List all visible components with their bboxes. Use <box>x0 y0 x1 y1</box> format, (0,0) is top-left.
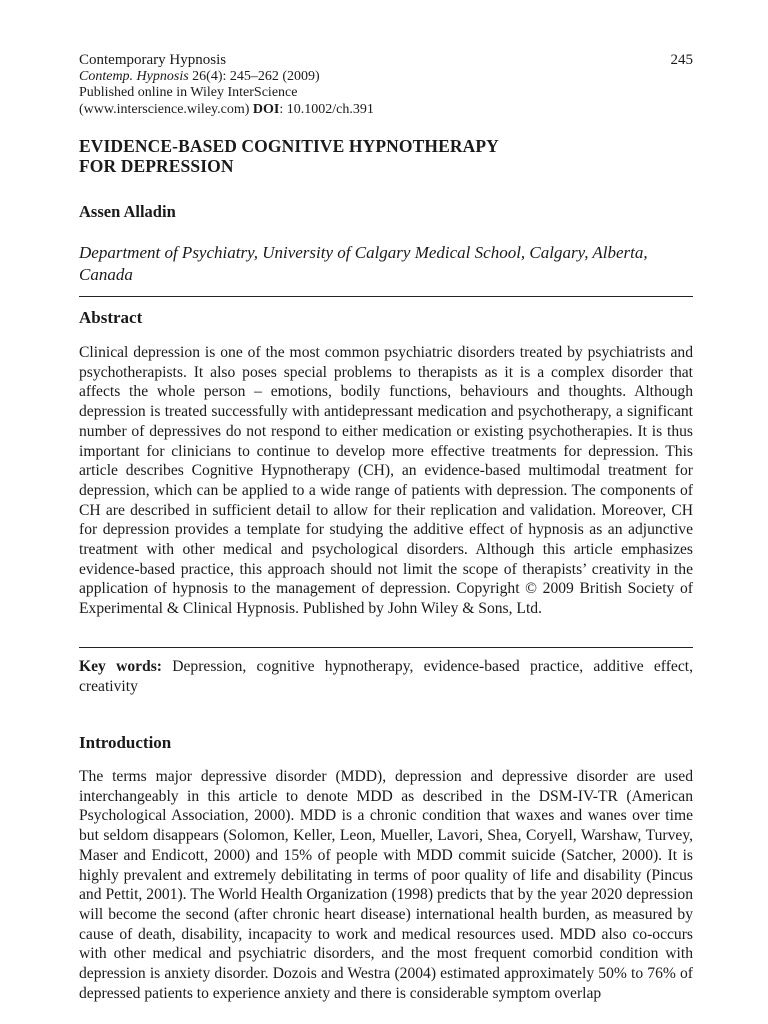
title-line-1: EVIDENCE-BASED COGNITIVE HYPNOTHERAPY <box>79 136 499 156</box>
citation-journal: Contemp. Hypnosis <box>79 68 189 84</box>
publication-line: Published online in Wiley InterScience <box>79 85 298 100</box>
author-affiliation: Department of Psychiatry, University of Calgary Medical School, Calgary, Alberta, Canada <box>79 243 648 284</box>
abstract-text: Clinical depression is one of the most common psychiatric disorders treated by psychiatrists and psychotherapists. It also poses special problems to therapists as it is a complex disorder that affects the whole person – emotions, bodily functions, behaviours and thoughts. Although depression is treated successfully with antidepressant medication and psychotherapy, a significant number of depressives do not respond to either medication or existing psychotherapies. It is thus important for clinicians to continue to develop more effective treatments for depression. This article describes Cognitive Hypnotherapy (CH), an evidence-based multimodal treatment for depression, which can be applied to a wide range of patients with depression. The components of CH are described in sufficient detail to allow for their replication and validation. Moreover, CH for depression provides a template for studying the additive effect of hypnosis as an adjunctive treatment with other medical and psychological disorders. Although this article emphasizes evidence-based practice, this approach should not limit the scope of therapists’ creativity in the application of hypnosis to the management of depression. Copyright © 2009 British Society of Experimental & Clinical Hypnosis. Published by John Wiley & Sons, Ltd. <box>79 344 693 618</box>
journal-name: Contemporary Hypnosis <box>79 52 227 68</box>
keywords-label: Key words: <box>79 658 162 675</box>
article-title <box>79 136 693 176</box>
doi-value: : 10.1002/ch.391 <box>279 101 374 117</box>
divider-bottom <box>79 647 693 648</box>
journal-header <box>79 52 693 118</box>
abstract-heading: Abstract <box>79 308 143 327</box>
introduction-heading: Introduction <box>79 733 172 752</box>
author-name: Assen Alladin <box>79 202 176 221</box>
publisher-site: (www.interscience.wiley.com) <box>79 101 250 117</box>
doi-line <box>79 102 693 119</box>
doi-label: DOI <box>252 101 280 117</box>
citation-line <box>79 69 693 86</box>
page-number: 245 <box>670 52 693 68</box>
keywords-text: Depression, cognitive hypnotherapy, evidence-based practice, additive effect, creativity <box>79 658 693 695</box>
citation-details: 26(4): 245–262 (2009) <box>192 68 320 84</box>
keywords <box>79 657 693 697</box>
introduction-text: The terms major depressive disorder (MDD), depression and depressive disorder are used interchangeably in this article to denote MDD as described in the DSM-IV-TR (American Psychological Association, 2000). MDD is a chronic condition that waxes and wanes over time but seldom disappears (Solomon, Keller, Leon, Mueller, Lavori, Shea, Coryell, Warshaw, Turvey, Maser and Endicott, 2000) and 15% of people with MDD commit suicide (Satcher, 2000). It is highly prevalent and extremely debilitating in terms of poor quality of life and disability (Pincus and Pettit, 2001). The World Health Organization (1998) predicts that by the year 2020 depression will become the second (after chronic heart disease) international health burden, as measured by cause of death, disability, incapacity to work and medical resources used. MDD also co-occurs with other medical and psychiatric disorders, and the most frequent comorbid condition with depression is anxiety disorder. Dozois and Westra (2004) estimated approximately 50% to 76% of depressed patients to experience anxiety and there is considerable symptom overlap <box>79 768 693 1002</box>
divider-top <box>79 296 693 297</box>
title-line-2: FOR DEPRESSION <box>79 156 234 176</box>
